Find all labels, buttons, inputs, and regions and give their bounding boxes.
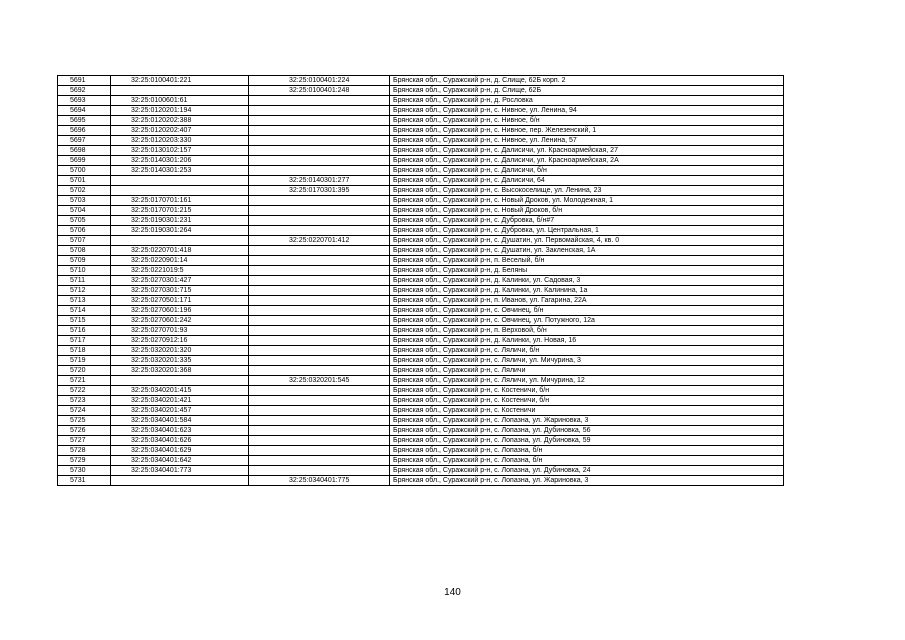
page-number: 140	[444, 587, 461, 598]
table-row	[58, 276, 784, 286]
table-row	[58, 296, 784, 306]
cadastral-number-alt-cell	[249, 366, 390, 376]
table-row	[58, 176, 784, 186]
table-row	[58, 76, 784, 86]
row-number-cell: 5721	[58, 376, 111, 386]
cadastral-number-alt-cell	[249, 146, 390, 156]
row-number-cell: 5728	[58, 446, 111, 456]
row-number-cell: 5694	[58, 106, 111, 116]
row-number-cell: 5708	[58, 246, 111, 256]
row-number-cell: 5706	[58, 226, 111, 236]
address-cell: Брянская обл., Суражский р-н, с. Далисичи, б/н	[390, 166, 784, 176]
row-number-cell: 5709	[58, 256, 111, 266]
cadastral-number-cell: 32:25:0270301:427	[111, 276, 249, 286]
address-cell: Брянская обл., Суражский р-н, с. Новый Дроков, б/н	[390, 206, 784, 216]
address-cell: Брянская обл., Суражский р-н, с. Душатин, ул. Первомайская, 4, кв. 0	[390, 236, 784, 246]
cadastral-number-cell	[111, 176, 249, 186]
cadastral-number-alt-cell	[249, 286, 390, 296]
row-number-cell: 5692	[58, 86, 111, 96]
address-cell: Брянская обл., Суражский р-н, с. Лопазна, б/н	[390, 456, 784, 466]
cadastral-number-alt-cell	[249, 386, 390, 396]
row-number-cell: 5698	[58, 146, 111, 156]
row-number-cell: 5697	[58, 136, 111, 146]
table-row	[58, 376, 784, 386]
address-cell: Брянская обл., Суражский р-н, д. Беляны	[390, 266, 784, 276]
cadastral-number-alt-cell	[249, 196, 390, 206]
cadastral-number-alt-cell	[249, 216, 390, 226]
table-row	[58, 316, 784, 326]
address-cell: Брянская обл., Суражский р-н, с. Костеничи, б/н	[390, 396, 784, 406]
cadastral-number-cell: 32:25:0170701:161	[111, 196, 249, 206]
cadastral-number-alt-cell: 32:25:0220701:412	[249, 236, 390, 246]
row-number-cell: 5724	[58, 406, 111, 416]
row-number-cell: 5717	[58, 336, 111, 346]
table-row	[58, 96, 784, 106]
cadastral-number-cell: 32:25:0120203:330	[111, 136, 249, 146]
address-cell: Брянская обл., Суражский р-н, с. Ляличи	[390, 366, 784, 376]
cadastral-number-alt-cell	[249, 156, 390, 166]
row-number-cell: 5704	[58, 206, 111, 216]
table-row	[58, 196, 784, 206]
row-number-cell: 5702	[58, 186, 111, 196]
cadastral-number-cell: 32:25:0340401:642	[111, 456, 249, 466]
cadastral-number-cell: 32:25:0221019:5	[111, 266, 249, 276]
address-cell: Брянская обл., Суражский р-н, с. Ляличи, ул. Мичурина, 3	[390, 356, 784, 366]
row-number-cell: 5731	[58, 476, 111, 486]
table-row	[58, 366, 784, 376]
row-number-cell: 5716	[58, 326, 111, 336]
address-cell: Брянская обл., Суражский р-н, п. Иванов, ул. Гагарина, 22А	[390, 296, 784, 306]
property-table	[57, 75, 784, 486]
cadastral-number-alt-cell	[249, 126, 390, 136]
address-cell: Брянская обл., Суражский р-н, с. Нивное, б/н	[390, 116, 784, 126]
address-cell: Брянская обл., Суражский р-н, с. Ляличи, б/н	[390, 346, 784, 356]
cadastral-number-cell: 32:25:0220901:14	[111, 256, 249, 266]
cadastral-number-cell: 32:25:0190301:264	[111, 226, 249, 236]
cadastral-number-alt-cell	[249, 426, 390, 436]
row-number-cell: 5714	[58, 306, 111, 316]
row-number-cell: 5695	[58, 116, 111, 126]
table-row	[58, 206, 784, 216]
cadastral-number-alt-cell: 32:25:0100401:248	[249, 86, 390, 96]
address-cell: Брянская обл., Суражский р-н, с. Лопазна, ул. Дубиновка, 24	[390, 466, 784, 476]
address-cell: Брянская обл., Суражский р-н, д. Калинки, ул. Калинина, 1а	[390, 286, 784, 296]
table-row	[58, 256, 784, 266]
cadastral-number-cell	[111, 476, 249, 486]
row-number-cell: 5718	[58, 346, 111, 356]
cadastral-number-cell: 32:25:0100601:61	[111, 96, 249, 106]
row-number-cell: 5715	[58, 316, 111, 326]
row-number-cell: 5699	[58, 156, 111, 166]
row-number-cell: 5729	[58, 456, 111, 466]
cadastral-number-alt-cell	[249, 336, 390, 346]
address-cell: Брянская обл., Суражский р-н, с. Дубровка, б/н#7	[390, 216, 784, 226]
address-cell: Брянская обл., Суражский р-н, д. Слище, 62Б	[390, 86, 784, 96]
table-row	[58, 326, 784, 336]
address-cell: Брянская обл., Суражский р-н, с. Нивное, ул. Ленина, 57	[390, 136, 784, 146]
cadastral-number-alt-cell	[249, 226, 390, 236]
cadastral-number-cell: 32:25:0270301:715	[111, 286, 249, 296]
table-row	[58, 86, 784, 96]
cadastral-number-cell: 32:25:0340401:584	[111, 416, 249, 426]
address-cell: Брянская обл., Суражский р-н, с. Нивное, пер. Железенский, 1	[390, 126, 784, 136]
table-row	[58, 216, 784, 226]
cadastral-number-cell	[111, 236, 249, 246]
cadastral-number-cell: 32:25:0340401:629	[111, 446, 249, 456]
address-cell: Брянская обл., Суражский р-н, с. Ляличи, ул. Мичурина, 12	[390, 376, 784, 386]
address-cell: Брянская обл., Суражский р-н, с. Костеничи	[390, 406, 784, 416]
table-row	[58, 426, 784, 436]
table-row	[58, 166, 784, 176]
address-cell: Брянская обл., Суражский р-н, с. Далисичи, 64	[390, 176, 784, 186]
row-number-cell: 5720	[58, 366, 111, 376]
address-cell: Брянская обл., Суражский р-н, с. Лопазна, ул. Дубиновка, 59	[390, 436, 784, 446]
row-number-cell: 5711	[58, 276, 111, 286]
cadastral-number-cell: 32:25:0190301:231	[111, 216, 249, 226]
cadastral-number-alt-cell	[249, 416, 390, 426]
cadastral-number-cell	[111, 86, 249, 96]
cadastral-number-alt-cell	[249, 346, 390, 356]
address-cell: Брянская обл., Суражский р-н, с. Овчинец, ул. Потужного, 12а	[390, 316, 784, 326]
cadastral-number-alt-cell	[249, 276, 390, 286]
table-row	[58, 146, 784, 156]
address-cell: Брянская обл., Суражский р-н, с. Лопазна, б/н	[390, 446, 784, 456]
row-number-cell: 5727	[58, 436, 111, 446]
cadastral-number-cell: 32:25:0340401:626	[111, 436, 249, 446]
cadastral-number-cell: 32:25:0340201:457	[111, 406, 249, 416]
table-row	[58, 386, 784, 396]
cadastral-number-alt-cell	[249, 356, 390, 366]
cadastral-number-alt-cell	[249, 446, 390, 456]
table-row	[58, 436, 784, 446]
cadastral-number-cell: 32:25:0130102:157	[111, 146, 249, 156]
cadastral-number-cell: 32:25:0170701:215	[111, 206, 249, 216]
address-cell: Брянская обл., Суражский р-н, п. Верховой, б/н	[390, 326, 784, 336]
table-row	[58, 346, 784, 356]
address-cell: Брянская обл., Суражский р-н, п. Веселый, б/н	[390, 256, 784, 266]
address-cell: Брянская обл., Суражский р-н, д. Калинки, ул. Садовая, 3	[390, 276, 784, 286]
row-number-cell: 5719	[58, 356, 111, 366]
cadastral-number-cell: 32:25:0100401:221	[111, 76, 249, 86]
cadastral-number-cell: 32:25:0120201:194	[111, 106, 249, 116]
cadastral-number-alt-cell	[249, 396, 390, 406]
table-row	[58, 336, 784, 346]
table-row	[58, 476, 784, 486]
table-row	[58, 246, 784, 256]
cadastral-number-cell: 32:25:0340401:623	[111, 426, 249, 436]
cadastral-number-cell: 32:25:0220701:418	[111, 246, 249, 256]
table-row	[58, 266, 784, 276]
address-cell: Брянская обл., Суражский р-н, д. Рословка	[390, 96, 784, 106]
cadastral-number-alt-cell: 32:25:0170301:395	[249, 186, 390, 196]
row-number-cell: 5705	[58, 216, 111, 226]
table-row	[58, 416, 784, 426]
table-row	[58, 106, 784, 116]
cadastral-number-alt-cell	[249, 116, 390, 126]
cadastral-number-alt-cell	[249, 206, 390, 216]
cadastral-number-alt-cell	[249, 246, 390, 256]
cadastral-number-alt-cell	[249, 266, 390, 276]
cadastral-number-cell: 32:25:0340201:421	[111, 396, 249, 406]
table-row	[58, 306, 784, 316]
cadastral-number-cell: 32:25:0120202:388	[111, 116, 249, 126]
table-row	[58, 116, 784, 126]
cadastral-number-cell: 32:25:0340401:773	[111, 466, 249, 476]
cadastral-number-cell: 32:25:0270501:171	[111, 296, 249, 306]
cadastral-number-cell: 32:25:0270601:196	[111, 306, 249, 316]
cadastral-number-cell: 32:25:0340201:415	[111, 386, 249, 396]
cadastral-number-alt-cell	[249, 106, 390, 116]
table-row	[58, 126, 784, 136]
property-table-body	[58, 76, 784, 486]
address-cell: Брянская обл., Суражский р-н, с. Душатин, ул. Закленская, 1А	[390, 246, 784, 256]
row-number-cell: 5701	[58, 176, 111, 186]
row-number-cell: 5713	[58, 296, 111, 306]
cadastral-number-alt-cell	[249, 316, 390, 326]
cadastral-number-alt-cell: 32:25:0100401:224	[249, 76, 390, 86]
cadastral-number-alt-cell	[249, 326, 390, 336]
cadastral-number-cell: 32:25:0120202:407	[111, 126, 249, 136]
address-cell: Брянская обл., Суражский р-н, с. Лопазна, ул. Жариновка, 3	[390, 476, 784, 486]
row-number-cell: 5696	[58, 126, 111, 136]
row-number-cell: 5712	[58, 286, 111, 296]
cadastral-number-alt-cell: 32:25:0340401:775	[249, 476, 390, 486]
address-cell: Брянская обл., Суражский р-н, с. Высокоселище, ул. Ленина, 23	[390, 186, 784, 196]
cadastral-number-alt-cell: 32:25:0320201:545	[249, 376, 390, 386]
table-row	[58, 406, 784, 416]
table-row	[58, 286, 784, 296]
row-number-cell: 5703	[58, 196, 111, 206]
table-row	[58, 356, 784, 366]
cadastral-number-alt-cell	[249, 96, 390, 106]
address-cell: Брянская обл., Суражский р-н, с. Лопазна, ул. Дубиновка, 56	[390, 426, 784, 436]
cadastral-number-alt-cell	[249, 406, 390, 416]
cadastral-number-alt-cell	[249, 296, 390, 306]
row-number-cell: 5710	[58, 266, 111, 276]
address-cell: Брянская обл., Суражский р-н, с. Новый Дроков, ул. Молодежная, 1	[390, 196, 784, 206]
address-cell: Брянская обл., Суражский р-н, с. Далисичи, ул. Красноармейская, 2А	[390, 156, 784, 166]
cadastral-number-cell: 32:25:0140301:253	[111, 166, 249, 176]
row-number-cell: 5691	[58, 76, 111, 86]
row-number-cell: 5726	[58, 426, 111, 436]
cadastral-number-alt-cell	[249, 136, 390, 146]
table-row	[58, 446, 784, 456]
address-cell: Брянская обл., Суражский р-н, д. Калинки, ул. Новая, 16	[390, 336, 784, 346]
row-number-cell: 5725	[58, 416, 111, 426]
table-row	[58, 466, 784, 476]
cadastral-number-cell: 32:25:0140301:206	[111, 156, 249, 166]
cadastral-number-cell	[111, 376, 249, 386]
table-row	[58, 456, 784, 466]
row-number-cell: 5722	[58, 386, 111, 396]
address-cell: Брянская обл., Суражский р-н, с. Далисичи, ул. Красноармейская, 27	[390, 146, 784, 156]
cadastral-number-alt-cell	[249, 436, 390, 446]
cadastral-number-alt-cell	[249, 256, 390, 266]
cadastral-number-alt-cell: 32:25:0140301:277	[249, 176, 390, 186]
table-row	[58, 236, 784, 246]
cadastral-number-alt-cell	[249, 456, 390, 466]
table-row	[58, 226, 784, 236]
cadastral-number-alt-cell	[249, 166, 390, 176]
address-cell: Брянская обл., Суражский р-н, с. Овчинец, б/н	[390, 306, 784, 316]
table-row	[58, 156, 784, 166]
address-cell: Брянская обл., Суражский р-н, с. Нивное, ул. Ленина, 94	[390, 106, 784, 116]
row-number-cell: 5707	[58, 236, 111, 246]
table-row	[58, 396, 784, 406]
cadastral-number-alt-cell	[249, 306, 390, 316]
row-number-cell: 5730	[58, 466, 111, 476]
cadastral-number-alt-cell	[249, 466, 390, 476]
cadastral-number-cell: 32:25:0320201:320	[111, 346, 249, 356]
table-row	[58, 186, 784, 196]
address-cell: Брянская обл., Суражский р-н, с. Лопазна, ул. Жариновка, 3	[390, 416, 784, 426]
row-number-cell: 5693	[58, 96, 111, 106]
address-cell: Брянская обл., Суражский р-н, д. Слище, 62Б корп. 2	[390, 76, 784, 86]
cadastral-number-cell: 32:25:0270701:93	[111, 326, 249, 336]
cadastral-number-cell: 32:25:0320201:368	[111, 366, 249, 376]
cadastral-number-cell: 32:25:0320201:335	[111, 356, 249, 366]
cadastral-number-cell: 32:25:0270601:242	[111, 316, 249, 326]
cadastral-number-cell	[111, 186, 249, 196]
row-number-cell: 5700	[58, 166, 111, 176]
address-cell: Брянская обл., Суражский р-н, с. Дубровка, ул. Центральная, 1	[390, 226, 784, 236]
table-row	[58, 136, 784, 146]
address-cell: Брянская обл., Суражский р-н, с. Костеничи, б/н	[390, 386, 784, 396]
row-number-cell: 5723	[58, 396, 111, 406]
cadastral-number-cell: 32:25:0270912:16	[111, 336, 249, 346]
